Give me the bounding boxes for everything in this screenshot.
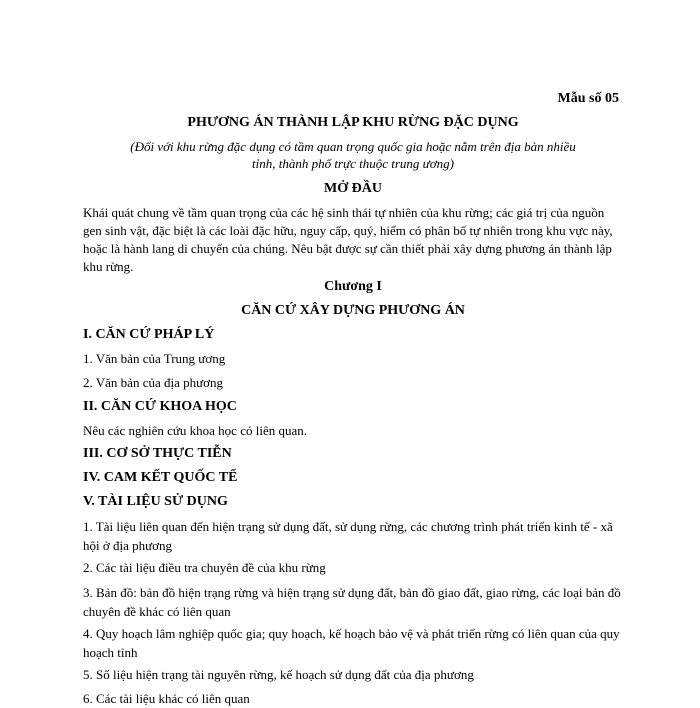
document-item-4: 4. Quy hoạch lâm nghiệp quốc gia; quy hoạch, kế hoạch bảo vệ và phát triển rừng có liên quan của quy hoạch tỉnh (83, 626, 620, 660)
section-practical-basis: III. CƠ SỞ THỰC TIỄN (83, 446, 232, 461)
chapter-label: Chương I (324, 279, 382, 294)
legal-item-local: 2. Văn bản của địa phương (83, 375, 224, 390)
scientific-basis-text: Nêu các nghiên cứu khoa học có liên quan. (83, 423, 307, 438)
document-item-2: 2. Các tài liệu điều tra chuyên đề của khu rừng (83, 560, 326, 575)
section-documents-used: V. TÀI LIỆU SỬ DỤNG (83, 494, 228, 509)
document-item-1: 1. Tài liệu liên quan đến hiện trạng sử dụng đất, sử dụng rừng, các chương trình phát triển kinh tế - xã hội ở địa phương (83, 519, 613, 553)
document-item-5: 5. Số liệu hiện trạng tài nguyên rừng, kế hoạch sử dụng đất của địa phương (83, 667, 474, 682)
section-scientific-basis: II. CĂN CỨ KHOA HỌC (83, 399, 237, 414)
section-international-commitments: IV. CAM KẾT QUỐC TẾ (83, 470, 238, 485)
document-subtitle (83, 138, 623, 172)
legal-item-central: 1. Văn bản của Trung ương (83, 351, 226, 366)
form-number: Mẫu số 05 (557, 91, 619, 106)
intro-heading: MỞ ĐẦU (324, 181, 382, 196)
section-legal-basis: I. CĂN CỨ PHÁP LÝ (83, 327, 215, 342)
subtitle-line-2: tỉnh, thành phố trực thuộc trung ương) (251, 156, 455, 171)
chapter-title: CĂN CỨ XÂY DỰNG PHƯƠNG ÁN (241, 303, 465, 318)
document-title: PHƯƠNG ÁN THÀNH LẬP KHU RỪNG ĐẶC DỤNG (187, 115, 519, 130)
subtitle-line-1: (Đối với khu rừng đặc dụng có tầm quan trọng quốc gia hoặc nằm trên địa bàn nhiều (130, 139, 576, 154)
document-item-6: 6. Các tài liệu khác có liên quan (83, 691, 250, 706)
intro-paragraph: Khái quát chung về tầm quan trọng của các hệ sinh thái tự nhiên của khu rừng; các giá trị của nguồn gen sinh vật, đặc biệt là các loài đặc hữu, nguy cấp, quý, hiếm có phân bố tự nhiên trong khu vực này, hoặc là hành lang di chuyển của chúng. Nêu bật được sự cần thiết phải xây dựng phương án thành lập khu rừng. (83, 205, 613, 274)
document-item-3: 3. Bản đồ: bản đồ hiện trạng rừng và hiện trạng sử dụng đất, bản đồ giao đất, giao rừng, các loại bản đồ chuyên đề khác có liên quan (83, 585, 621, 619)
